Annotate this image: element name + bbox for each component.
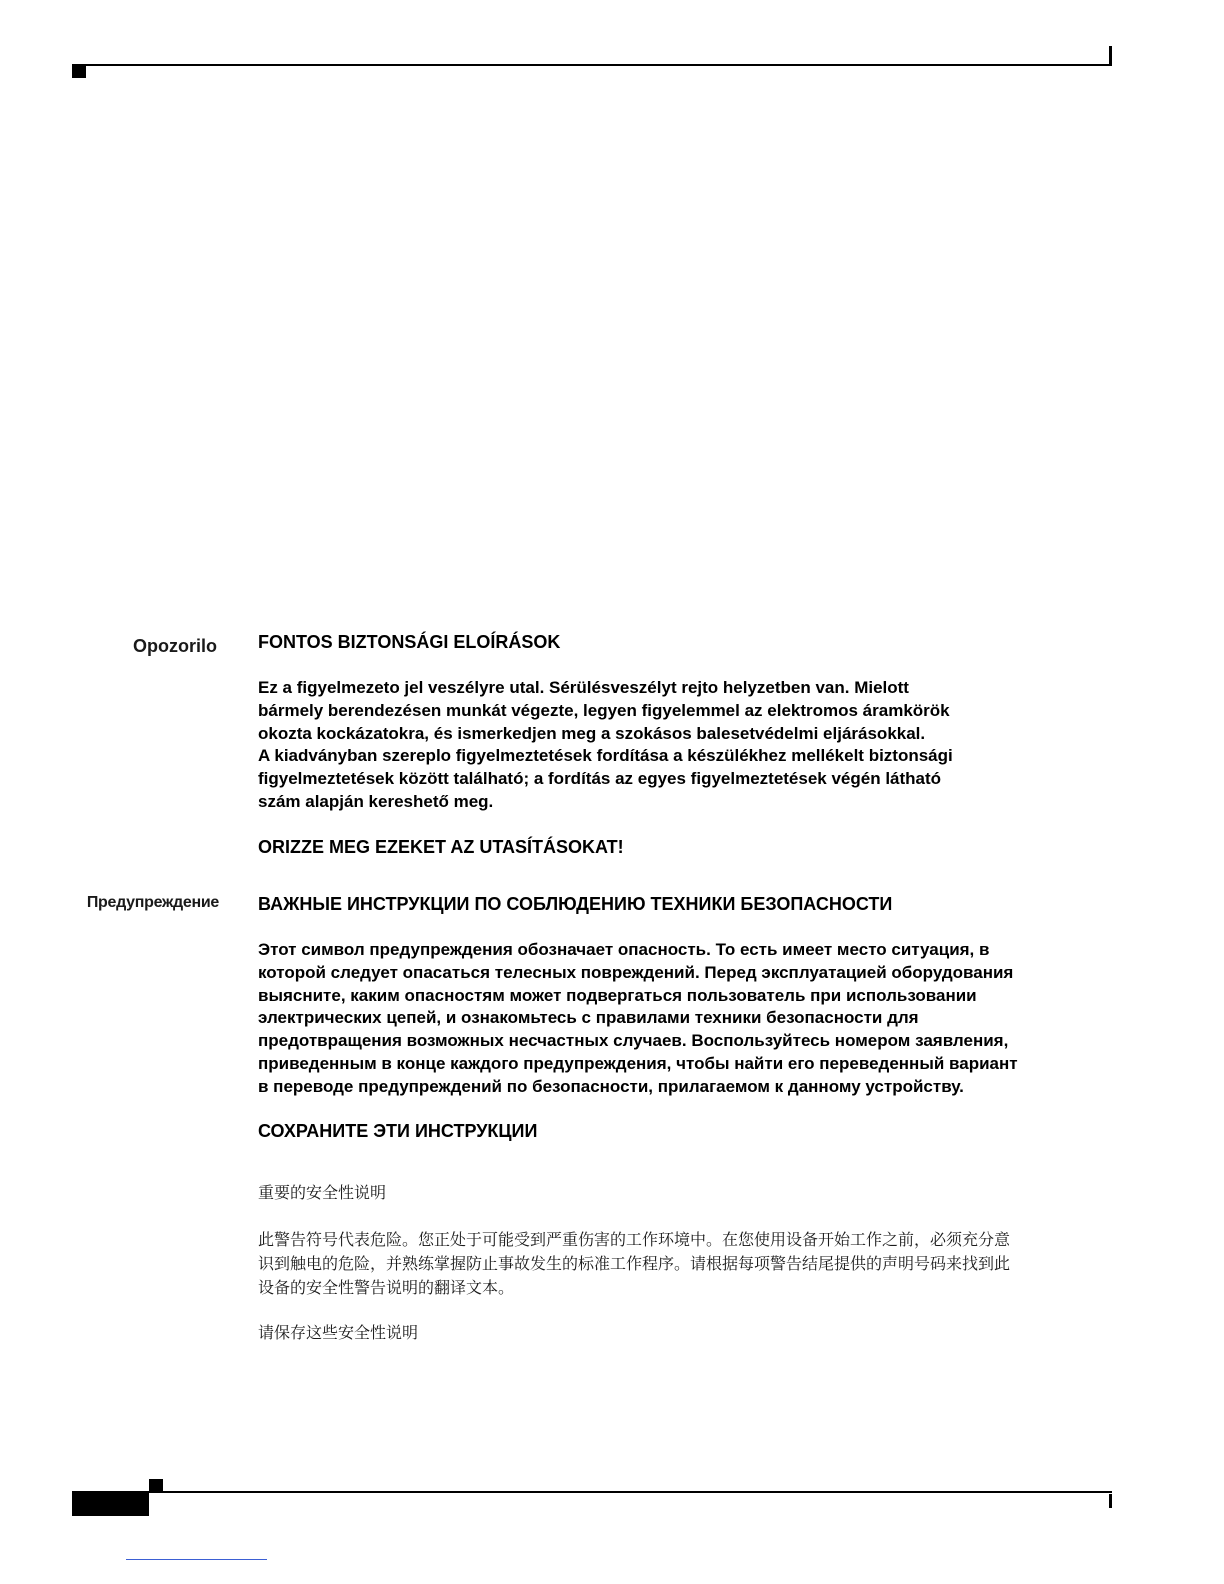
paragraph-line: 此警告符号代表危险。您正处于可能受到严重伤害的工作环境中。在您使用设备开始工作之前，必须充分意 bbox=[258, 1230, 1011, 1249]
paragraph-line: szám alapján kereshető meg. bbox=[258, 791, 494, 811]
save-instructions: 请保存这些安全性说明 bbox=[258, 1323, 419, 1342]
warning-heading: FONTOS BIZTONSÁGI ELOÍRÁSOK bbox=[258, 632, 561, 652]
paragraph-line: 设备的安全性警告说明的翻译文本。 bbox=[258, 1278, 515, 1297]
paragraph-line: приведенным в конце каждого предупреждения, чтобы найти его переведенный вариант bbox=[258, 1053, 1018, 1073]
paragraph-line: Ez a figyelmezeto jel veszélyre utal. Sérülésveszélyt rejto helyzetben van. Mielott bbox=[258, 678, 909, 697]
paragraph-line: bármely berendezésen munkát végezte, legyen figyelemmel az elektromos áramkörök bbox=[258, 700, 950, 720]
warning-paragraph bbox=[258, 939, 1128, 1099]
paragraph-line: Этот символ предупреждения обозначает опасность. То есть имеет место ситуация, в bbox=[258, 940, 990, 959]
save-instructions: СОХРАНИТЕ ЭТИ ИНСТРУКЦИИ bbox=[258, 1120, 538, 1141]
paragraph-line: электрических цепей, и ознакомьтесь с правилами техники безопасности для bbox=[258, 1008, 919, 1028]
warning-section-hungarian bbox=[258, 631, 1128, 858]
paragraph-line: которой следует опасаться телесных повреждений. Перед эксплуатацией оборудования bbox=[258, 962, 1014, 982]
warning-label-slovenian: Opozorilo bbox=[133, 636, 217, 656]
header-corner-marker bbox=[72, 66, 86, 78]
paragraph-line: в переводе предупреждений по безопасности, прилагаемом к данному устройству. bbox=[258, 1076, 964, 1096]
paragraph-line: okozta kockázatokra, és ismerkedjen meg a szokásos balesetvédelmi eljárásokkal. bbox=[258, 723, 926, 743]
footer-right-tick bbox=[1109, 1494, 1112, 1508]
warning-heading: 重要的安全性说明 bbox=[258, 1183, 387, 1202]
warning-label-russian: Предупреждение bbox=[86, 894, 219, 911]
paragraph-line: выясните, каким опасностям может подвергаться пользователь при использовании bbox=[258, 985, 977, 1005]
header-right-tick bbox=[1109, 46, 1112, 65]
footer-link-underline[interactable] bbox=[126, 1559, 267, 1560]
paragraph-line: предотвращения возможных несчастных случаев. Воспользуйтесь номером заявления, bbox=[258, 1031, 1009, 1051]
footer-rule bbox=[72, 1491, 1112, 1493]
save-instructions: ORIZZE MEG EZEKET AZ UTASÍTÁSOKAT! bbox=[258, 836, 624, 857]
warning-section-russian bbox=[258, 893, 1128, 1142]
paragraph-line: figyelmeztetések között található; a fordítás az egyes figyelmeztetések végén látható bbox=[258, 769, 942, 789]
paragraph-line: A kiadványban szereplo figyelmeztetések fordítása a készülékhez mellékelt biztonsági bbox=[258, 746, 953, 766]
warning-section-chinese bbox=[258, 1182, 1128, 1344]
footer-page-block bbox=[72, 1492, 149, 1516]
warning-paragraph bbox=[258, 677, 1128, 814]
warning-paragraph bbox=[258, 1228, 1128, 1300]
warning-heading: ВАЖНЫЕ ИНСТРУКЦИИ ПО СОБЛЮДЕНИЮ ТЕХНИКИ БЕЗОПАСНОСТИ bbox=[258, 894, 893, 914]
footer-small-marker bbox=[149, 1479, 163, 1491]
paragraph-line: 识到触电的危险，并熟练掌握防止事故发生的标准工作程序。请根据每项警告结尾提供的声明号码来找到此 bbox=[258, 1254, 1011, 1273]
header-rule bbox=[72, 64, 1112, 66]
